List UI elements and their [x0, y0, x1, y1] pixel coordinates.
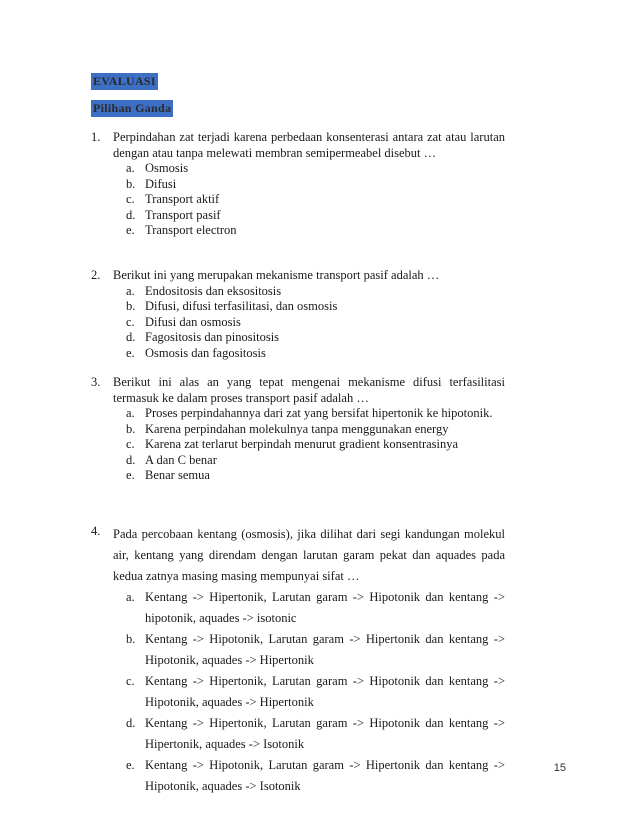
option-list [91, 161, 505, 239]
option-item [113, 346, 505, 362]
option-item [113, 177, 505, 193]
question-1 [91, 130, 505, 239]
question-text: Berikut ini yang merupakan mekanisme transport pasif adalah … [113, 268, 440, 282]
question-3 [91, 375, 505, 484]
option-letter: a. [126, 590, 135, 604]
option-text: Transport pasif [145, 207, 221, 222]
question-text: Perpindahan zat terjadi karena perbedaan konsenterasi antara zat atau larutan dengan atau tanpa melewati membran semipermeabel disebut … [113, 130, 505, 160]
option-letter: c. [126, 674, 135, 688]
option-list [91, 284, 505, 362]
question-text: Pada percobaan kentang (osmosis), jika dilihat dari segi kandungan molekul air, kentang yang direndam dengan larutan garam pekat dan aquades pada kedua zatnya masing masing mempunyai sifat … [113, 527, 505, 583]
option-letter: e. [126, 223, 135, 237]
option-item [113, 299, 505, 315]
option-text: Kentang -> Hipertonik, Larutan garam -> Hipotonik dan kentang -> Hipertonik, aquades -> Isotonik [145, 716, 505, 751]
option-list [91, 406, 505, 484]
option-letter: a. [126, 283, 135, 298]
option-letter: e. [126, 468, 135, 482]
option-text: Kentang -> Hipertonik, Larutan garam -> Hipotonik dan kentang -> hipotonik, aquades -> isotonic [145, 590, 505, 625]
option-list [91, 587, 505, 797]
question-number: 4. [91, 524, 101, 538]
option-text: Proses perpindahannya dari zat yang bersifat hipertonik ke hipotonik. [145, 406, 493, 420]
option-item [113, 755, 505, 797]
option-letter: b. [126, 421, 136, 436]
option-item [113, 315, 505, 331]
option-letter: b. [126, 176, 136, 191]
option-item [113, 223, 505, 239]
option-text: Transport electron [145, 223, 237, 237]
option-letter: b. [126, 632, 136, 646]
option-letter: b. [126, 299, 136, 313]
option-letter: a. [126, 406, 135, 420]
option-letter: c. [126, 437, 135, 451]
option-text: Karena perpindahan molekulnya tanpa menggunakan energy [145, 421, 449, 436]
question-text: Berikut ini alas an yang tepat mengenai mekanisme difusi terfasilitasi termasuk ke dalam proses transport pasif adalah … [113, 375, 505, 405]
option-item [113, 629, 505, 671]
option-letter: e. [126, 345, 135, 360]
page-number: 15 [553, 762, 566, 774]
option-letter: d. [126, 207, 136, 222]
question-number: 3. [91, 375, 101, 389]
option-text: Osmosis dan fagositosis [145, 345, 266, 360]
option-text: A dan C benar [145, 452, 217, 467]
option-item [113, 453, 505, 469]
option-text: Kentang -> Hipertonik, Larutan garam -> Hipotonik dan kentang -> Hipotonik, aquades -> Hipertonik [145, 674, 505, 709]
option-text: Endositosis dan eksositosis [145, 283, 282, 298]
option-item [113, 330, 505, 346]
option-text: Osmosis [145, 161, 189, 175]
option-text: Fagositosis dan pinositosis [145, 330, 280, 344]
option-letter: d. [126, 716, 136, 730]
option-item [113, 422, 505, 438]
option-item [113, 406, 505, 422]
option-letter: e. [126, 758, 135, 772]
option-item [113, 671, 505, 713]
option-letter: c. [126, 314, 135, 329]
option-item [113, 713, 505, 755]
option-item [113, 284, 505, 300]
option-item [113, 192, 505, 208]
option-letter: d. [126, 452, 136, 467]
section-title: EVALUASI [93, 74, 156, 88]
option-letter: a. [126, 161, 135, 175]
option-item [113, 161, 505, 177]
option-text: Difusi dan osmosis [145, 314, 241, 329]
option-item [113, 468, 505, 484]
option-text: Difusi [145, 176, 177, 191]
option-text: Kentang -> Hipotonik, Larutan garam -> Hipertonik dan kentang -> Hipotonik, aquades -> Isotonik [145, 758, 505, 793]
option-text: Kentang -> Hipotonik, Larutan garam -> Hipertonik dan kentang -> Hipotonik, aquades -> Hipertonik [145, 632, 505, 667]
option-text: Difusi, difusi terfasilitasi, dan osmosis [145, 299, 338, 313]
option-item [113, 437, 505, 453]
question-number: 1. [91, 130, 101, 144]
option-item [113, 208, 505, 224]
section-subtitle: Pilihan Ganda [93, 101, 172, 115]
question-4 [91, 524, 505, 797]
option-letter: c. [126, 192, 135, 206]
option-text: Benar semua [145, 468, 210, 482]
option-item [113, 587, 505, 629]
question-number: 2. [91, 268, 101, 282]
option-text: Karena zat terlarut berpindah menurut gradient konsentrasinya [145, 437, 459, 451]
option-letter: d. [126, 330, 136, 344]
question-2 [91, 268, 505, 361]
option-text: Transport aktif [145, 192, 220, 206]
